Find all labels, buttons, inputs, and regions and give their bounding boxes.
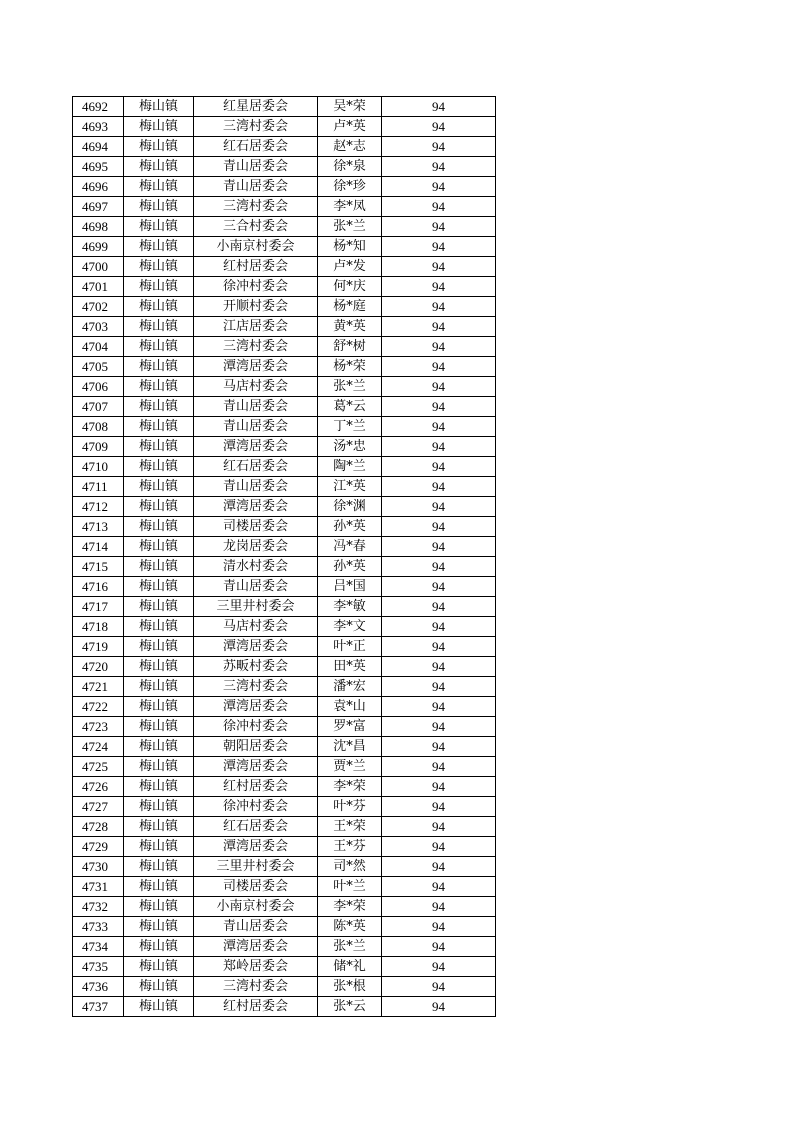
village-cell: 青山居委会 [194,917,318,937]
town-cell: 梅山镇 [124,277,194,297]
name-cell: 陶*兰 [318,457,382,477]
town-cell: 梅山镇 [124,997,194,1017]
table-row [73,397,496,417]
row-number-cell: 4696 [73,177,124,197]
name-cell: 葛*云 [318,397,382,417]
village-cell: 郑岭居委会 [194,957,318,977]
row-number-cell: 4725 [73,757,124,777]
table-row [73,797,496,817]
name-cell: 吕*国 [318,577,382,597]
village-cell: 潭湾居委会 [194,637,318,657]
score-cell: 94 [382,277,496,297]
score-cell: 94 [382,977,496,997]
row-number-cell: 4729 [73,837,124,857]
table-row [73,537,496,557]
score-cell: 94 [382,97,496,117]
score-cell: 94 [382,497,496,517]
row-number-cell: 4723 [73,717,124,737]
score-cell: 94 [382,777,496,797]
village-cell: 潭湾居委会 [194,757,318,777]
village-cell: 潭湾居委会 [194,357,318,377]
town-cell: 梅山镇 [124,357,194,377]
village-cell: 青山居委会 [194,177,318,197]
row-number-cell: 4715 [73,557,124,577]
village-cell: 三湾村委会 [194,677,318,697]
table-row [73,197,496,217]
score-cell: 94 [382,157,496,177]
table-body [73,97,496,1017]
village-cell: 徐冲村委会 [194,717,318,737]
village-cell: 马店村委会 [194,617,318,637]
name-cell: 张*根 [318,977,382,997]
row-number-cell: 4700 [73,257,124,277]
name-cell: 李*荣 [318,777,382,797]
table-row [73,557,496,577]
table-row [73,457,496,477]
score-cell: 94 [382,837,496,857]
town-cell: 梅山镇 [124,817,194,837]
name-cell: 李*敏 [318,597,382,617]
town-cell: 梅山镇 [124,517,194,537]
village-cell: 苏畈村委会 [194,657,318,677]
name-cell: 叶*芬 [318,797,382,817]
data-table [72,96,496,1017]
row-number-cell: 4728 [73,817,124,837]
score-cell: 94 [382,697,496,717]
row-number-cell: 4707 [73,397,124,417]
row-number-cell: 4735 [73,957,124,977]
name-cell: 潘*宏 [318,677,382,697]
village-cell: 司楼居委会 [194,877,318,897]
town-cell: 梅山镇 [124,297,194,317]
table-row [73,477,496,497]
table-row [73,357,496,377]
row-number-cell: 4731 [73,877,124,897]
score-cell: 94 [382,937,496,957]
table-row [73,257,496,277]
town-cell: 梅山镇 [124,177,194,197]
score-cell: 94 [382,237,496,257]
town-cell: 梅山镇 [124,617,194,637]
row-number-cell: 4732 [73,897,124,917]
score-cell: 94 [382,557,496,577]
name-cell: 杨*荣 [318,357,382,377]
village-cell: 三合村委会 [194,217,318,237]
table-row [73,957,496,977]
row-number-cell: 4710 [73,457,124,477]
name-cell: 孙*英 [318,517,382,537]
table-row [73,817,496,837]
score-cell: 94 [382,437,496,457]
row-number-cell: 4724 [73,737,124,757]
table-row [73,577,496,597]
town-cell: 梅山镇 [124,917,194,937]
row-number-cell: 4699 [73,237,124,257]
row-number-cell: 4694 [73,137,124,157]
town-cell: 梅山镇 [124,257,194,277]
table-row [73,937,496,957]
town-cell: 梅山镇 [124,157,194,177]
score-cell: 94 [382,137,496,157]
village-cell: 红石居委会 [194,817,318,837]
row-number-cell: 4718 [73,617,124,637]
town-cell: 梅山镇 [124,577,194,597]
score-cell: 94 [382,377,496,397]
town-cell: 梅山镇 [124,977,194,997]
table-row [73,277,496,297]
table-row [73,177,496,197]
score-cell: 94 [382,317,496,337]
table-row [73,117,496,137]
table-row [73,637,496,657]
score-cell: 94 [382,417,496,437]
table-row [73,837,496,857]
score-cell: 94 [382,857,496,877]
score-cell: 94 [382,957,496,977]
name-cell: 陈*英 [318,917,382,937]
score-cell: 94 [382,757,496,777]
row-number-cell: 4720 [73,657,124,677]
score-cell: 94 [382,117,496,137]
village-cell: 三里井村委会 [194,597,318,617]
name-cell: 杨*庭 [318,297,382,317]
town-cell: 梅山镇 [124,537,194,557]
score-cell: 94 [382,337,496,357]
village-cell: 三湾村委会 [194,337,318,357]
village-cell: 潭湾居委会 [194,497,318,517]
village-cell: 青山居委会 [194,397,318,417]
score-cell: 94 [382,897,496,917]
table-row [73,237,496,257]
row-number-cell: 4705 [73,357,124,377]
name-cell: 李*文 [318,617,382,637]
town-cell: 梅山镇 [124,637,194,657]
village-cell: 青山居委会 [194,577,318,597]
table-row [73,437,496,457]
village-cell: 徐冲村委会 [194,797,318,817]
name-cell: 张*云 [318,997,382,1017]
score-cell: 94 [382,717,496,737]
town-cell: 梅山镇 [124,697,194,717]
town-cell: 梅山镇 [124,417,194,437]
name-cell: 李*荣 [318,897,382,917]
name-cell: 田*英 [318,657,382,677]
name-cell: 徐*珍 [318,177,382,197]
row-number-cell: 4719 [73,637,124,657]
name-cell: 王*荣 [318,817,382,837]
village-cell: 徐冲村委会 [194,277,318,297]
name-cell: 徐*渊 [318,497,382,517]
row-number-cell: 4703 [73,317,124,337]
name-cell: 袁*山 [318,697,382,717]
town-cell: 梅山镇 [124,557,194,577]
table-row [73,297,496,317]
score-cell: 94 [382,677,496,697]
village-cell: 青山居委会 [194,477,318,497]
table-row [73,497,496,517]
row-number-cell: 4713 [73,517,124,537]
table-row [73,657,496,677]
table-row [73,917,496,937]
village-cell: 清水村委会 [194,557,318,577]
score-cell: 94 [382,297,496,317]
score-cell: 94 [382,597,496,617]
name-cell: 张*兰 [318,937,382,957]
name-cell: 丁*兰 [318,417,382,437]
score-cell: 94 [382,617,496,637]
row-number-cell: 4709 [73,437,124,457]
score-cell: 94 [382,177,496,197]
village-cell: 江店居委会 [194,317,318,337]
row-number-cell: 4695 [73,157,124,177]
name-cell: 孙*英 [318,557,382,577]
score-cell: 94 [382,817,496,837]
town-cell: 梅山镇 [124,737,194,757]
name-cell: 吴*荣 [318,97,382,117]
village-cell: 潭湾居委会 [194,697,318,717]
name-cell: 冯*春 [318,537,382,557]
row-number-cell: 4711 [73,477,124,497]
score-cell: 94 [382,577,496,597]
score-cell: 94 [382,917,496,937]
table-row [73,97,496,117]
name-cell: 贾*兰 [318,757,382,777]
village-cell: 开顺村委会 [194,297,318,317]
town-cell: 梅山镇 [124,837,194,857]
row-number-cell: 4702 [73,297,124,317]
town-cell: 梅山镇 [124,897,194,917]
table-row [73,977,496,997]
village-cell: 小南京村委会 [194,897,318,917]
row-number-cell: 4708 [73,417,124,437]
name-cell: 储*礼 [318,957,382,977]
table-row [73,597,496,617]
town-cell: 梅山镇 [124,937,194,957]
score-cell: 94 [382,397,496,417]
score-cell: 94 [382,537,496,557]
village-cell: 朝阳居委会 [194,737,318,757]
table-row [73,157,496,177]
row-number-cell: 4692 [73,97,124,117]
row-number-cell: 4716 [73,577,124,597]
row-number-cell: 4736 [73,977,124,997]
table-row [73,317,496,337]
town-cell: 梅山镇 [124,477,194,497]
row-number-cell: 4726 [73,777,124,797]
village-cell: 三湾村委会 [194,977,318,997]
town-cell: 梅山镇 [124,757,194,777]
name-cell: 赵*志 [318,137,382,157]
town-cell: 梅山镇 [124,217,194,237]
row-number-cell: 4701 [73,277,124,297]
row-number-cell: 4717 [73,597,124,617]
village-cell: 红村居委会 [194,257,318,277]
town-cell: 梅山镇 [124,97,194,117]
score-cell: 94 [382,877,496,897]
table-row [73,857,496,877]
name-cell: 何*庆 [318,277,382,297]
score-cell: 94 [382,637,496,657]
table-row [73,617,496,637]
village-cell: 青山居委会 [194,157,318,177]
row-number-cell: 4706 [73,377,124,397]
village-cell: 潭湾居委会 [194,937,318,957]
village-cell: 红石居委会 [194,137,318,157]
name-cell: 王*芬 [318,837,382,857]
table-row [73,217,496,237]
town-cell: 梅山镇 [124,957,194,977]
village-cell: 马店村委会 [194,377,318,397]
village-cell: 三湾村委会 [194,197,318,217]
town-cell: 梅山镇 [124,677,194,697]
score-cell: 94 [382,257,496,277]
town-cell: 梅山镇 [124,317,194,337]
name-cell: 张*兰 [318,217,382,237]
town-cell: 梅山镇 [124,717,194,737]
row-number-cell: 4733 [73,917,124,937]
name-cell: 汤*忠 [318,437,382,457]
row-number-cell: 4714 [73,537,124,557]
row-number-cell: 4693 [73,117,124,137]
score-cell: 94 [382,197,496,217]
table-row [73,417,496,437]
score-cell: 94 [382,357,496,377]
village-cell: 红石居委会 [194,457,318,477]
table-row [73,757,496,777]
row-number-cell: 4698 [73,217,124,237]
town-cell: 梅山镇 [124,137,194,157]
town-cell: 梅山镇 [124,457,194,477]
row-number-cell: 4727 [73,797,124,817]
town-cell: 梅山镇 [124,797,194,817]
row-number-cell: 4730 [73,857,124,877]
score-cell: 94 [382,657,496,677]
table-row [73,877,496,897]
town-cell: 梅山镇 [124,397,194,417]
row-number-cell: 4704 [73,337,124,357]
town-cell: 梅山镇 [124,377,194,397]
row-number-cell: 4712 [73,497,124,517]
row-number-cell: 4721 [73,677,124,697]
village-cell: 小南京村委会 [194,237,318,257]
table-row [73,717,496,737]
name-cell: 叶*正 [318,637,382,657]
name-cell: 江*英 [318,477,382,497]
town-cell: 梅山镇 [124,117,194,137]
town-cell: 梅山镇 [124,597,194,617]
table-row [73,737,496,757]
row-number-cell: 4697 [73,197,124,217]
town-cell: 梅山镇 [124,337,194,357]
row-number-cell: 4734 [73,937,124,957]
village-cell: 三湾村委会 [194,117,318,137]
name-cell: 黄*英 [318,317,382,337]
table-row [73,517,496,537]
table-row [73,777,496,797]
table-row [73,997,496,1017]
town-cell: 梅山镇 [124,197,194,217]
score-cell: 94 [382,797,496,817]
town-cell: 梅山镇 [124,497,194,517]
table-row [73,337,496,357]
name-cell: 杨*知 [318,237,382,257]
town-cell: 梅山镇 [124,857,194,877]
name-cell: 司*然 [318,857,382,877]
town-cell: 梅山镇 [124,237,194,257]
name-cell: 徐*泉 [318,157,382,177]
table-row [73,677,496,697]
village-cell: 潭湾居委会 [194,437,318,457]
village-cell: 红星居委会 [194,97,318,117]
village-cell: 红村居委会 [194,997,318,1017]
village-cell: 龙岗居委会 [194,537,318,557]
score-cell: 94 [382,477,496,497]
name-cell: 卢*发 [318,257,382,277]
name-cell: 罗*富 [318,717,382,737]
village-cell: 三里井村委会 [194,857,318,877]
row-number-cell: 4722 [73,697,124,717]
row-number-cell: 4737 [73,997,124,1017]
score-cell: 94 [382,457,496,477]
village-cell: 红村居委会 [194,777,318,797]
table-row [73,377,496,397]
town-cell: 梅山镇 [124,877,194,897]
village-cell: 青山居委会 [194,417,318,437]
name-cell: 沈*昌 [318,737,382,757]
table-row [73,137,496,157]
village-cell: 司楼居委会 [194,517,318,537]
score-cell: 94 [382,737,496,757]
name-cell: 卢*英 [318,117,382,137]
table-row [73,697,496,717]
table-row [73,897,496,917]
name-cell: 舒*树 [318,337,382,357]
name-cell: 叶*兰 [318,877,382,897]
town-cell: 梅山镇 [124,657,194,677]
score-cell: 94 [382,517,496,537]
town-cell: 梅山镇 [124,777,194,797]
town-cell: 梅山镇 [124,437,194,457]
score-cell: 94 [382,217,496,237]
name-cell: 张*兰 [318,377,382,397]
village-cell: 潭湾居委会 [194,837,318,857]
name-cell: 李*凤 [318,197,382,217]
score-cell: 94 [382,997,496,1017]
